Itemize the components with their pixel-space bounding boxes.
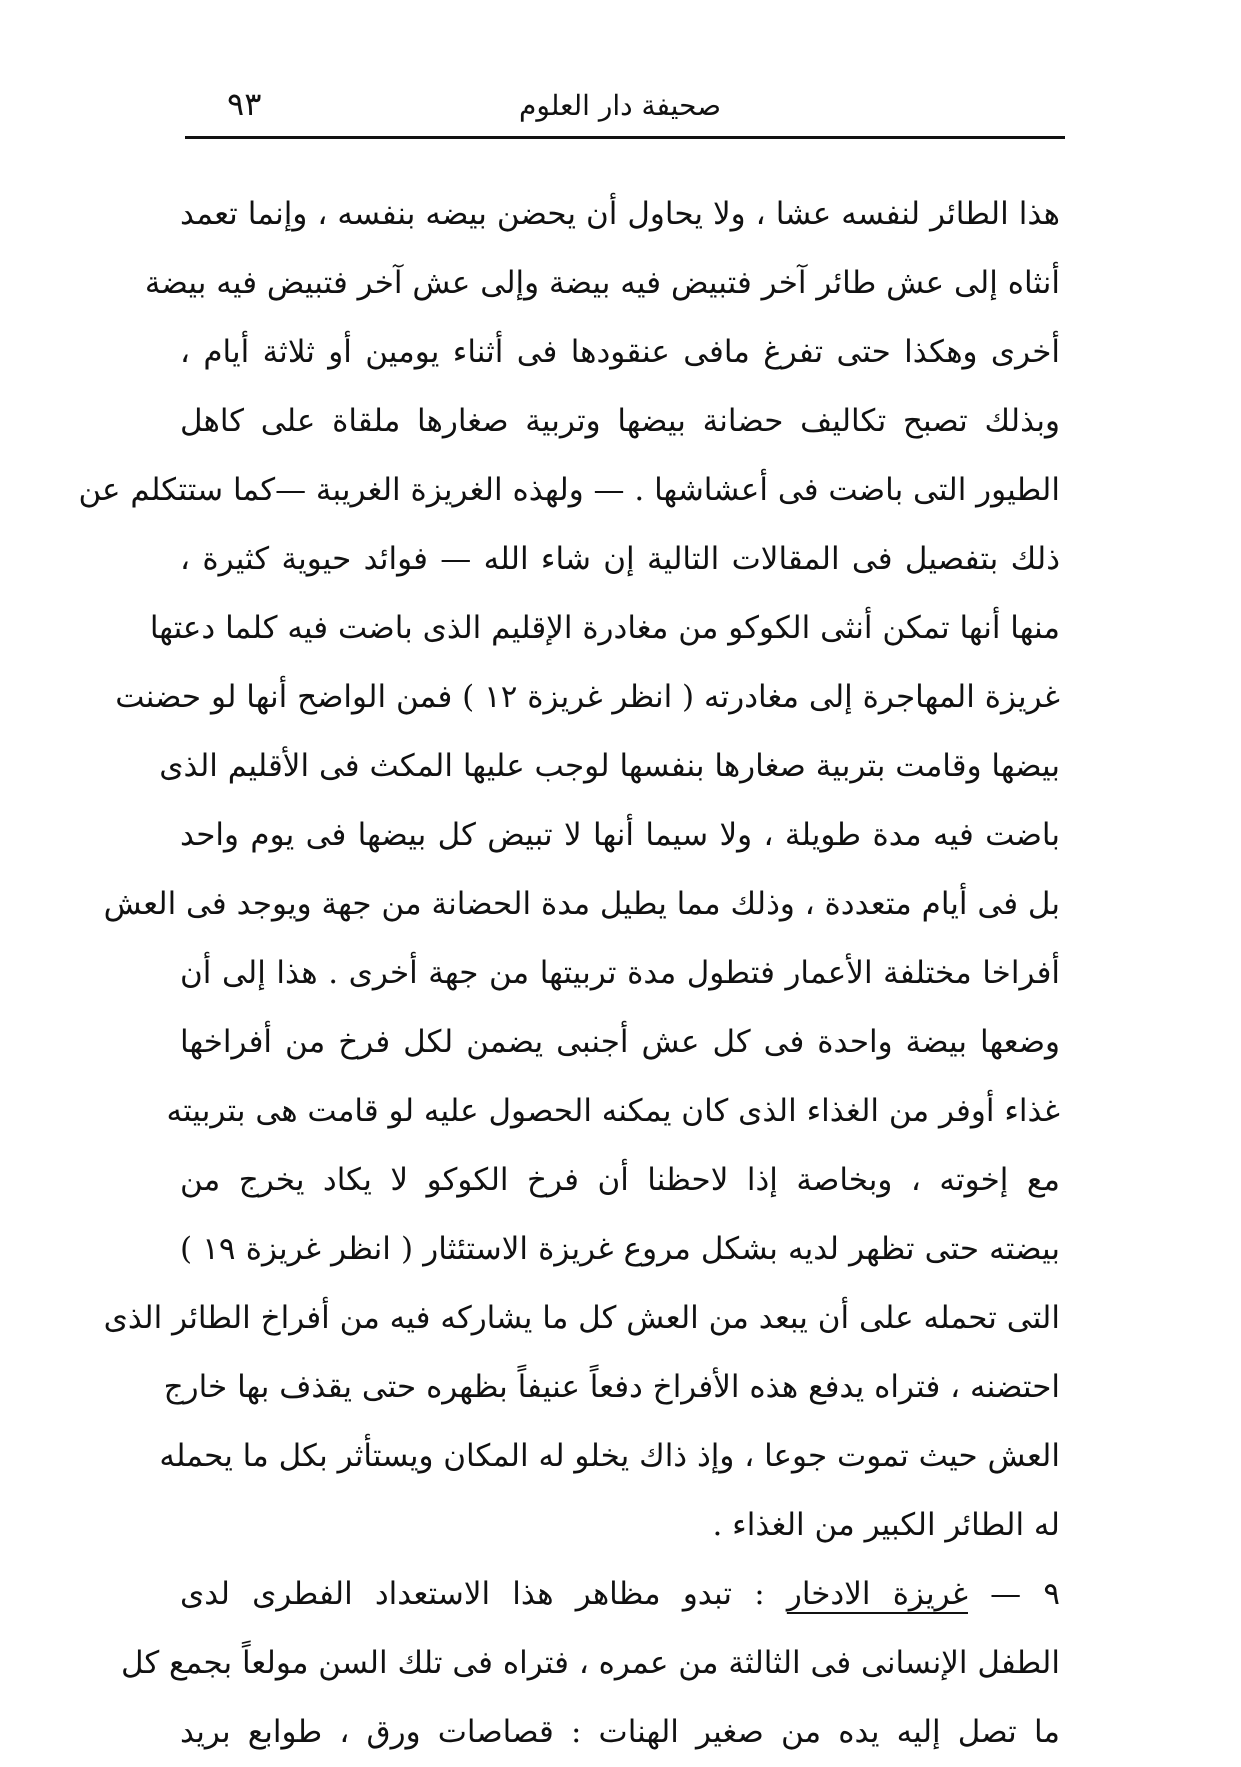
text-line: الطيور التى باضت فى أعشاشها . — ولهذه الغريزة الغريبة —كما ستتكلم عن: [78, 472, 1060, 508]
header-rule: [185, 136, 1065, 139]
text-line: غذاء أوفر من الغذاء الذى كان يمكنه الحصول عليه لو قامت هى بتربيته: [166, 1093, 1060, 1129]
text-line: الطفل الإنسانى فى الثالثة من عمره ، فتراه فى تلك السن مولعاً بجمع كل: [120, 1645, 1060, 1681]
text-line: بيضها وقامت بتربية صغارها بنفسها لوجب عليها المكث فى الأقليم الذى: [159, 748, 1060, 784]
text-line: غريزة المهاجرة إلى مغادرته ( انظر غريزة ١٢ ) فمن الواضح أنها لو حضنت: [115, 679, 1060, 715]
text-line: مع إخوته ، وبخاصة إذا لاحظنا أن فرخ الكوكو لا يكاد يخرج من: [180, 1162, 1060, 1198]
text-line: أنثاه إلى عش طائر آخر فتبيض فيه بيضة وإلى عش آخر فتبيض فيه بيضة: [144, 265, 1060, 301]
paragraph-end-line: له الطائر الكبير من الغذاء .: [712, 1507, 1060, 1543]
text-line: هذا الطائر لنفسه عشا ، ولا يحاول أن يحضن بيضه بنفسه ، وإنما تعمد: [180, 196, 1060, 232]
text-line: أخرى وهكذا حتى تفرغ مافى عنقودها فى أثناء يومين أو ثلاثة أيام ،: [180, 334, 1060, 370]
text-line: ما تصل إليه يده من صغير الهنات : قصاصات ورق ، طوابع بريد: [180, 1714, 1060, 1750]
text-line: منها أنها تمكن أنثى الكوكو من مغادرة الإقليم الذى باضت فيه كلما دعتها: [149, 610, 1060, 646]
text-line: التى تحمله على أن يبعد من العش كل ما يشاركه فيه من أفراخ الطائر الذى: [103, 1300, 1060, 1336]
text-line: بل فى أيام متعددة ، وذلك مما يطيل مدة الحضانة من جهة ويوجد فى العش: [103, 886, 1060, 922]
text-line: العش حيث تموت جوعا ، وإذ ذاك يخلو له المكان ويستأثر بكل ما يحمله: [159, 1438, 1060, 1474]
section-first-line-text: : تبدو مظاهر هذا الاستعداد الفطرى لدى: [180, 1576, 765, 1612]
text-line: أفراخا مختلفة الأعمار فتطول مدة تربيتها من جهة أخرى . هذا إلى أن: [180, 955, 1060, 991]
section-number: ٩ —: [990, 1576, 1061, 1612]
page-number: ٩٣: [227, 85, 262, 123]
text-line: ذلك بتفصيل فى المقالات التالية إن شاء الله — فوائد حيوية كثيرة ،: [180, 541, 1060, 577]
text-line: باضت فيه مدة طويلة ، ولا سيما أنها لا تبيض كل بيضها فى يوم واحد: [180, 817, 1060, 853]
page-header: [175, 80, 1065, 140]
body-text: [78, 180, 1061, 1767]
section-first-line: [180, 1560, 1060, 1629]
running-title: صحيفة دار العلوم: [519, 89, 721, 122]
section-heading: غريزة الادخار: [786, 1576, 968, 1612]
text-line: احتضنه ، فتراه يدفع هذه الأفراخ دفعاً عنيفاً بظهره حتى يقذف بها خارج: [163, 1369, 1060, 1405]
text-line: بيضته حتى تظهر لديه بشكل مروع غريزة الاستئثار ( انظر غريزة ١٩ ): [180, 1231, 1060, 1267]
text-line: وبذلك تصبح تكاليف حضانة بيضها وتربية صغارها ملقاة على كاهل: [180, 403, 1060, 439]
text-line: وضعها بيضة واحدة فى كل عش أجنبى يضمن لكل فرخ من أفراخها: [180, 1024, 1060, 1060]
